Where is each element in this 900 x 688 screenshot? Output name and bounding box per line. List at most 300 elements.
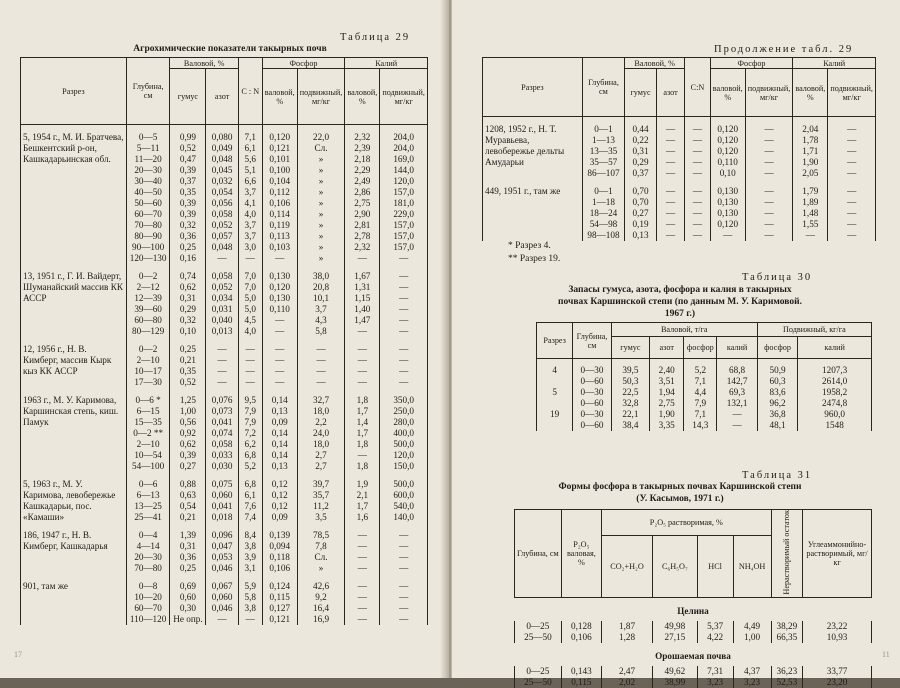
phos-val-cell-value: 0,121 bbox=[269, 143, 291, 153]
kal-val-cell-value: 2,86 bbox=[354, 187, 371, 197]
kal-val-cell-value: 2,75 bbox=[354, 198, 371, 208]
kal-val-cell-value: 1,47 bbox=[354, 315, 371, 325]
azot-cell-value: — bbox=[217, 614, 227, 624]
azot-cell-value: 0,058 bbox=[211, 209, 233, 219]
azot-cell-value: 0,056 bbox=[211, 198, 233, 208]
phos-val-cell-value: 0,14 bbox=[271, 428, 288, 438]
kal-val-cell-value: — bbox=[357, 355, 367, 365]
table-cell: 0—25 bbox=[515, 621, 562, 632]
humus-cell-value: 0,39 bbox=[179, 450, 196, 460]
table-29-continued bbox=[482, 57, 876, 241]
phos-val-cell bbox=[262, 337, 297, 388]
humus-cell-value: 0,36 bbox=[179, 552, 196, 562]
humus-cell-value: 0,99 bbox=[179, 132, 196, 142]
phos-val-cell-value: 0,100 bbox=[269, 165, 291, 175]
phos-podv-cell-value: » bbox=[318, 242, 324, 252]
humus-cell-value: 0,63 bbox=[179, 490, 196, 500]
row-label: 186, 1947 г., Н. В. Кимберг, Кашкадарья bbox=[21, 523, 127, 574]
table-31-title bbox=[492, 481, 868, 505]
cn-cell bbox=[685, 179, 711, 241]
table-cell: 10,93 bbox=[803, 632, 872, 643]
phos-val-cell-value: 0,106 bbox=[269, 198, 291, 208]
phos-podv-cell bbox=[297, 125, 345, 265]
depth-cell-value: 98—108 bbox=[587, 230, 620, 240]
cn-cell bbox=[238, 388, 262, 472]
kal-val-cell-value: — bbox=[357, 603, 367, 613]
depth-cell-value: 6—15 bbox=[136, 406, 160, 416]
humus-cell-value: 0,25 bbox=[179, 344, 196, 354]
cn-cell-value: 7,9 bbox=[244, 417, 257, 427]
col-p2o5-total: Р₂О₅ валовая, % bbox=[561, 510, 601, 598]
humus-cell bbox=[170, 125, 206, 265]
col-azot: азот bbox=[650, 337, 684, 359]
kal-val-cell bbox=[345, 472, 380, 523]
col-razrez: Разрез bbox=[483, 58, 583, 117]
table-cell: 0—30 bbox=[573, 359, 611, 377]
kal-podv-cell-value: — bbox=[399, 315, 409, 325]
table-cell: 3,23 bbox=[697, 677, 733, 688]
cn-cell-value: 3,7 bbox=[244, 231, 257, 241]
col-total: Валовой, % bbox=[625, 58, 685, 69]
section-row bbox=[515, 643, 872, 666]
humus-cell-value: 0,37 bbox=[632, 168, 649, 178]
kal-podv-cell-value: — bbox=[847, 208, 857, 218]
azot-cell-value: 0,048 bbox=[211, 242, 233, 252]
phos-podv-cell-value: » bbox=[318, 231, 324, 241]
humus-cell-value: 0,31 bbox=[179, 293, 196, 303]
cn-cell-value: 6,2 bbox=[244, 439, 257, 449]
depth-cell-value: 17—30 bbox=[134, 377, 162, 387]
table-row bbox=[537, 387, 872, 398]
cn-cell-value: — bbox=[692, 208, 703, 218]
row-label: 13, 1951 г., Г. И. Вайдерт, Шуманайский массив КК АССР bbox=[21, 264, 127, 337]
kal-val-cell bbox=[793, 117, 828, 180]
cn-cell-value: — bbox=[245, 355, 255, 365]
row-label: 5, 1963 г., М. У. Каримова, левобережье Кашкадарьи, пос. «Камаши» bbox=[21, 472, 127, 523]
phos-podv-cell-value: » bbox=[318, 165, 324, 175]
col-kal-val: валовой, % bbox=[345, 69, 380, 125]
table-cell: 52,53 bbox=[771, 677, 803, 688]
table-31 bbox=[514, 509, 872, 688]
depth-cell-value: 0—1 bbox=[594, 186, 613, 196]
humus-cell bbox=[170, 388, 206, 472]
phos-podv-cell-value: 2,7 bbox=[315, 461, 327, 471]
table-cell: 0,115 bbox=[561, 677, 601, 688]
azot-cell-value: 0,060 bbox=[211, 490, 233, 500]
table-cell: 2,40 bbox=[650, 359, 684, 377]
humus-cell-value: 0,62 bbox=[179, 439, 196, 449]
humus-cell-value: 0,37 bbox=[179, 176, 196, 186]
phos-val-cell-value: — bbox=[275, 315, 285, 325]
col-razrez: Разрез bbox=[21, 58, 127, 125]
azot-cell bbox=[656, 117, 684, 180]
humus-cell-value: 0,29 bbox=[632, 157, 649, 167]
kal-podv-cell bbox=[380, 523, 428, 574]
kal-podv-cell-value: — bbox=[399, 253, 409, 263]
phos-podv-cell-value: — bbox=[316, 366, 326, 376]
phos-podv-cell-value: — bbox=[764, 197, 774, 207]
depth-cell-value: 1—13 bbox=[591, 135, 615, 145]
phos-podv-cell-value: — bbox=[764, 157, 774, 167]
azot-cell-value: — bbox=[217, 377, 227, 387]
phos-val-cell-value: 0,120 bbox=[269, 282, 291, 292]
azot-cell-value: 0,052 bbox=[211, 282, 233, 292]
table-cell: 960,0 bbox=[798, 409, 872, 420]
cn-cell-value: — bbox=[692, 124, 703, 134]
depth-cell-value: 12—39 bbox=[134, 293, 162, 303]
humus-cell bbox=[625, 179, 657, 241]
table-cell: 4,4 bbox=[684, 387, 717, 398]
kal-val-cell-value: 2,1 bbox=[356, 490, 369, 500]
phos-val-cell-value: — bbox=[275, 377, 285, 387]
azot-cell-value: 0,046 bbox=[211, 603, 233, 613]
table-row bbox=[21, 388, 428, 472]
col-depth: Глубина, см bbox=[582, 58, 624, 117]
kal-podv-cell-value: 600,0 bbox=[393, 490, 414, 500]
depth-cell-value: 13—35 bbox=[589, 146, 618, 156]
kal-val-cell-value: 1,7 bbox=[356, 501, 369, 511]
kal-podv-cell-value: — bbox=[847, 186, 857, 196]
kal-podv-cell-value: 150,0 bbox=[393, 461, 414, 471]
depth-cell-value: 0—1 bbox=[594, 124, 613, 134]
phos-val-cell-value: 0,10 bbox=[719, 168, 736, 178]
table-30-title bbox=[492, 284, 868, 320]
depth-cell-value: 120—130 bbox=[129, 253, 167, 263]
kal-podv-cell-value: 169,0 bbox=[393, 154, 414, 164]
kal-val-cell-value: 1,71 bbox=[802, 146, 819, 156]
depth-cell-value: 2—10 bbox=[136, 355, 160, 365]
phos-podv-cell-value: — bbox=[316, 355, 326, 365]
phos-podv-cell-value: » bbox=[318, 154, 324, 164]
phos-podv-cell-value: » bbox=[318, 187, 324, 197]
col-phos-podv: подвижный, мг/кг bbox=[745, 69, 793, 117]
phos-val-cell-value: 0,110 bbox=[717, 157, 738, 167]
phos-podv-cell-value: 2,7 bbox=[315, 450, 327, 460]
phos-val-cell-value: 0,119 bbox=[269, 220, 290, 230]
cn-cell-value: 7,1 bbox=[244, 132, 257, 142]
table-30-label: Таблица 30 bbox=[742, 272, 813, 283]
kal-podv-cell-value: — bbox=[399, 563, 409, 573]
depth-cell-value: 50—60 bbox=[134, 198, 162, 208]
azot-cell-value: — bbox=[665, 124, 676, 134]
kal-podv-cell bbox=[380, 472, 428, 523]
humus-cell-value: 0,69 bbox=[179, 581, 196, 591]
kal-podv-cell bbox=[380, 574, 428, 625]
cn-cell-value: 5,2 bbox=[244, 461, 257, 471]
humus-cell-value: 0,29 bbox=[179, 304, 196, 314]
kal-val-cell-value: 1,55 bbox=[802, 219, 819, 229]
kal-podv-cell-value: — bbox=[399, 377, 409, 387]
table-29-label: Таблица 29 bbox=[340, 32, 411, 43]
humus-cell-value: 0,88 bbox=[179, 479, 196, 489]
kal-podv-cell-value: — bbox=[847, 157, 857, 167]
depth-cell-value: 80—129 bbox=[132, 326, 165, 336]
humus-cell-value: 0,35 bbox=[179, 366, 196, 376]
table-cell: 3,51 bbox=[650, 376, 684, 387]
azot-cell-value: 0,018 bbox=[211, 512, 233, 522]
azot-cell-value: 0,045 bbox=[211, 165, 233, 175]
cn-cell-value: 4,0 bbox=[244, 326, 257, 336]
col-kal-val: валовой, % bbox=[793, 69, 828, 117]
kal-val-cell bbox=[345, 574, 380, 625]
table-row bbox=[21, 574, 428, 625]
table-cell: 23,20 bbox=[803, 677, 872, 688]
azot-cell-value: 0,075 bbox=[211, 479, 233, 489]
table-cell: 142,7 bbox=[717, 376, 757, 387]
depth-cell-value: 2—10 bbox=[136, 439, 160, 449]
table-cell: 1,87 bbox=[601, 621, 652, 632]
depth-cell-value: 40—50 bbox=[134, 187, 162, 197]
azot-cell-value: 0,073 bbox=[211, 406, 233, 416]
kal-val-cell-value: — bbox=[357, 326, 367, 336]
humus-cell-value: 0,92 bbox=[179, 428, 196, 438]
depth-cell-value: 13—25 bbox=[134, 501, 162, 511]
kal-val-cell bbox=[793, 179, 828, 241]
phos-val-cell-value: 0,14 bbox=[271, 450, 288, 460]
table-30-title-line: Запасы гумуса, азота, фосфора и калия в такырных bbox=[568, 285, 792, 295]
depth-cell bbox=[126, 264, 170, 337]
humus-cell-value: 1,25 bbox=[179, 395, 196, 405]
humus-cell-value: 0,31 bbox=[632, 146, 649, 156]
col-razrez: Разрез bbox=[537, 323, 573, 359]
table-30 bbox=[536, 322, 872, 431]
phos-podv-cell-value: 39,7 bbox=[312, 479, 330, 489]
phos-val-cell-value: 0,12 bbox=[271, 501, 288, 511]
kal-podv-cell-value: — bbox=[399, 530, 409, 540]
phos-podv-cell-value: 42,6 bbox=[312, 581, 330, 591]
kal-val-cell-value: 2,29 bbox=[354, 165, 371, 175]
table-cell: 132,1 bbox=[717, 398, 757, 409]
table-cell: 22,1 bbox=[611, 409, 649, 420]
kal-podv-cell-value: — bbox=[399, 366, 409, 376]
table-cell: 2614,0 bbox=[798, 376, 872, 387]
table-cell: 36,8 bbox=[757, 409, 797, 420]
kal-podv-cell bbox=[828, 117, 876, 180]
phos-val-cell-value: 0,112 bbox=[269, 187, 290, 197]
table-cell: 3,35 bbox=[650, 420, 684, 431]
col-phos: фосфор bbox=[684, 337, 717, 359]
table-cell: 4,37 bbox=[733, 666, 771, 677]
table-cell: 49,62 bbox=[653, 666, 698, 677]
phos-podv-cell-value: 18,0 bbox=[312, 406, 330, 416]
cn-cell-value: — bbox=[245, 253, 255, 263]
phos-podv-cell-value: 5,8 bbox=[315, 326, 327, 336]
table-row bbox=[21, 523, 428, 574]
phos-podv-cell-value: 16,4 bbox=[312, 603, 330, 613]
depth-cell-value: 0—8 bbox=[138, 581, 158, 591]
phos-val-cell bbox=[262, 523, 297, 574]
col-phos-val: валовой, % bbox=[262, 69, 297, 125]
kal-podv-cell-value: — bbox=[847, 168, 857, 178]
kal-val-cell-value: — bbox=[357, 366, 367, 376]
kal-podv-cell-value: — bbox=[399, 344, 409, 354]
depth-cell-value: 20—30 bbox=[134, 552, 162, 562]
phos-val-cell-value: — bbox=[275, 344, 285, 354]
phos-val-cell-value: 0,106 bbox=[269, 563, 291, 573]
kal-val-cell-value: 1,6 bbox=[356, 512, 369, 522]
col-podv: Подвижный, кг/га bbox=[757, 323, 871, 337]
col-co2: CO₂+H₂O bbox=[601, 536, 652, 597]
phos-podv-cell bbox=[297, 264, 345, 337]
cn-cell-value: 5,9 bbox=[244, 581, 257, 591]
phos-val-cell-value: — bbox=[275, 326, 285, 336]
humus-cell-value: 0,62 bbox=[179, 282, 196, 292]
col-total: Валовой, % bbox=[170, 58, 238, 69]
table-row bbox=[515, 666, 872, 677]
cn-cell-value: — bbox=[245, 377, 255, 387]
col-total: Валовой, т/га bbox=[611, 323, 757, 337]
kal-podv-cell bbox=[380, 388, 428, 472]
col-kal: Калий bbox=[345, 58, 428, 69]
phos-val-cell-value: 0,12 bbox=[271, 479, 288, 489]
depth-cell-value: 10—54 bbox=[134, 450, 162, 460]
depth-cell-value: 15—35 bbox=[134, 417, 162, 427]
cn-cell-value: 3,9 bbox=[244, 552, 257, 562]
table-cell: 1207,3 bbox=[798, 359, 872, 377]
humus-cell bbox=[625, 117, 657, 180]
cn-cell-value: 5,0 bbox=[244, 304, 257, 314]
depth-cell-value: 60—70 bbox=[134, 209, 162, 219]
phos-val-cell-value: — bbox=[275, 366, 285, 376]
cn-cell-value: 4,1 bbox=[244, 198, 257, 208]
kal-val-cell-value: 1,7 bbox=[356, 428, 369, 438]
table-31-label: Таблица 31 bbox=[742, 470, 813, 481]
kal-podv-cell bbox=[828, 179, 876, 241]
table-cell bbox=[537, 398, 573, 409]
depth-cell-value: 70—80 bbox=[134, 220, 162, 230]
kal-podv-cell-value: — bbox=[847, 135, 857, 145]
depth-cell-value: 60—70 bbox=[134, 603, 162, 613]
table-cell: 1548 bbox=[798, 420, 872, 431]
table-cell: 1958,2 bbox=[798, 387, 872, 398]
azot-cell-value: 0,057 bbox=[211, 231, 233, 241]
kal-podv-cell-value: — bbox=[399, 271, 409, 281]
col-phos-val: валовой, % bbox=[710, 69, 745, 117]
table-cell: 96,2 bbox=[757, 398, 797, 409]
kal-podv-cell-value: 144,0 bbox=[393, 165, 414, 175]
phos-podv-cell-value: Сл. bbox=[314, 143, 328, 153]
table-cell: 14,3 bbox=[684, 420, 717, 431]
kal-podv-cell-value: — bbox=[399, 552, 409, 562]
humus-cell-value: 0,39 bbox=[179, 209, 196, 219]
col-hcl: HCl bbox=[697, 536, 733, 597]
table-cell: 2,75 bbox=[650, 398, 684, 409]
depth-cell-value: 39—60 bbox=[134, 304, 162, 314]
cn-cell bbox=[238, 264, 262, 337]
humus-cell bbox=[170, 337, 206, 388]
humus-cell-value: 0,27 bbox=[179, 461, 196, 471]
phos-podv-cell-value: 7,8 bbox=[315, 541, 327, 551]
kal-val-cell-value: 2,81 bbox=[354, 220, 371, 230]
kal-podv-cell-value: 140,0 bbox=[393, 512, 414, 522]
humus-cell-value: 0,52 bbox=[179, 377, 196, 387]
kal-podv-cell-value: — bbox=[847, 124, 857, 134]
humus-cell-value: 0,36 bbox=[179, 231, 196, 241]
table-row bbox=[537, 376, 872, 387]
phos-val-cell-value: 0,130 bbox=[717, 208, 739, 218]
kal-val-cell-value: 1,90 bbox=[802, 157, 819, 167]
table-cell: 7,1 bbox=[684, 409, 717, 420]
phos-val-cell-value: 0,130 bbox=[717, 197, 739, 207]
kal-podv-cell-value: 157,0 bbox=[393, 242, 414, 252]
cn-cell-value: 7,2 bbox=[244, 428, 257, 438]
table-cell: 60,3 bbox=[757, 376, 797, 387]
phos-podv-cell-value: 3,7 bbox=[315, 304, 327, 314]
col-humus: гумус bbox=[625, 69, 657, 117]
phos-podv-cell-value: 38,0 bbox=[312, 271, 330, 281]
phos-val-cell-value: — bbox=[275, 355, 285, 365]
kal-podv-cell-value: — bbox=[399, 603, 409, 613]
phos-val-cell bbox=[262, 125, 297, 265]
table-cell: 7,1 bbox=[684, 376, 717, 387]
humus-cell-value: 0,54 bbox=[179, 501, 196, 511]
kal-val-cell-value: 2,39 bbox=[354, 143, 371, 153]
azot-cell-value: — bbox=[665, 157, 676, 167]
humus-cell-value: 0,39 bbox=[179, 198, 196, 208]
humus-cell-value: 0,70 bbox=[632, 197, 649, 207]
table-cell: 25—50 bbox=[515, 632, 562, 643]
phos-podv-cell-value: » bbox=[318, 563, 324, 573]
phos-podv-cell-value: » bbox=[318, 198, 324, 208]
table-cell: 68,8 bbox=[717, 359, 757, 377]
kal-podv-cell-value: — bbox=[399, 614, 409, 624]
phos-val-cell bbox=[262, 574, 297, 625]
phos-val-cell-value: 0,113 bbox=[269, 231, 290, 241]
phos-val-cell-value: 0,130 bbox=[717, 186, 739, 196]
left-page bbox=[0, 0, 448, 678]
humus-cell bbox=[170, 472, 206, 523]
phos-val-cell-value: 0,120 bbox=[717, 135, 739, 145]
phos-podv-cell bbox=[745, 117, 793, 180]
table-cell: 0—30 bbox=[573, 409, 611, 420]
azot-cell-value: 0,053 bbox=[211, 552, 233, 562]
azot-cell-value: 0,041 bbox=[211, 417, 233, 427]
phos-val-cell-value: 0,09 bbox=[271, 512, 288, 522]
kal-podv-cell-value: 540,0 bbox=[393, 501, 414, 511]
table-cell: 4,22 bbox=[697, 632, 733, 643]
kal-podv-cell-value: — bbox=[847, 146, 857, 156]
phos-podv-cell-value: 20,8 bbox=[312, 282, 330, 292]
depth-cell-value: 80—90 bbox=[134, 231, 162, 241]
phos-podv-cell bbox=[297, 388, 345, 472]
humus-cell-value: 0,52 bbox=[179, 143, 196, 153]
kal-val-cell-value: 1,67 bbox=[354, 271, 371, 281]
phos-podv-cell bbox=[297, 472, 345, 523]
depth-cell-value: 0—2 ** bbox=[133, 428, 164, 438]
azot-cell-value: 0,049 bbox=[211, 143, 233, 153]
kal-podv-cell bbox=[380, 337, 428, 388]
table-cell bbox=[537, 376, 573, 387]
phos-podv-cell-value: 24,0 bbox=[312, 428, 330, 438]
kal-val-cell-value: 1,8 bbox=[356, 395, 369, 405]
humus-cell-value: 0,10 bbox=[179, 326, 196, 336]
kal-val-cell-value: — bbox=[357, 344, 367, 354]
azot-cell-value: 0,074 bbox=[211, 428, 233, 438]
kal-val-cell-value: 1,15 bbox=[354, 293, 371, 303]
kal-val-cell-value: 1,7 bbox=[356, 406, 369, 416]
table-cell: 5 bbox=[537, 387, 573, 398]
cn-cell-value: — bbox=[692, 219, 703, 229]
kal-podv-cell-value: 181,0 bbox=[393, 198, 414, 208]
phos-podv-cell-value: — bbox=[764, 168, 774, 178]
depth-cell-value: 54—100 bbox=[132, 461, 165, 471]
cn-cell-value: 6,8 bbox=[244, 479, 257, 489]
humus-cell-value: 0,30 bbox=[179, 603, 196, 613]
azot-cell-value: — bbox=[665, 135, 676, 145]
azot-cell-value: 0,046 bbox=[211, 563, 233, 573]
azot-cell-value: — bbox=[665, 230, 676, 240]
azot-cell-value: 0,076 bbox=[211, 395, 233, 405]
